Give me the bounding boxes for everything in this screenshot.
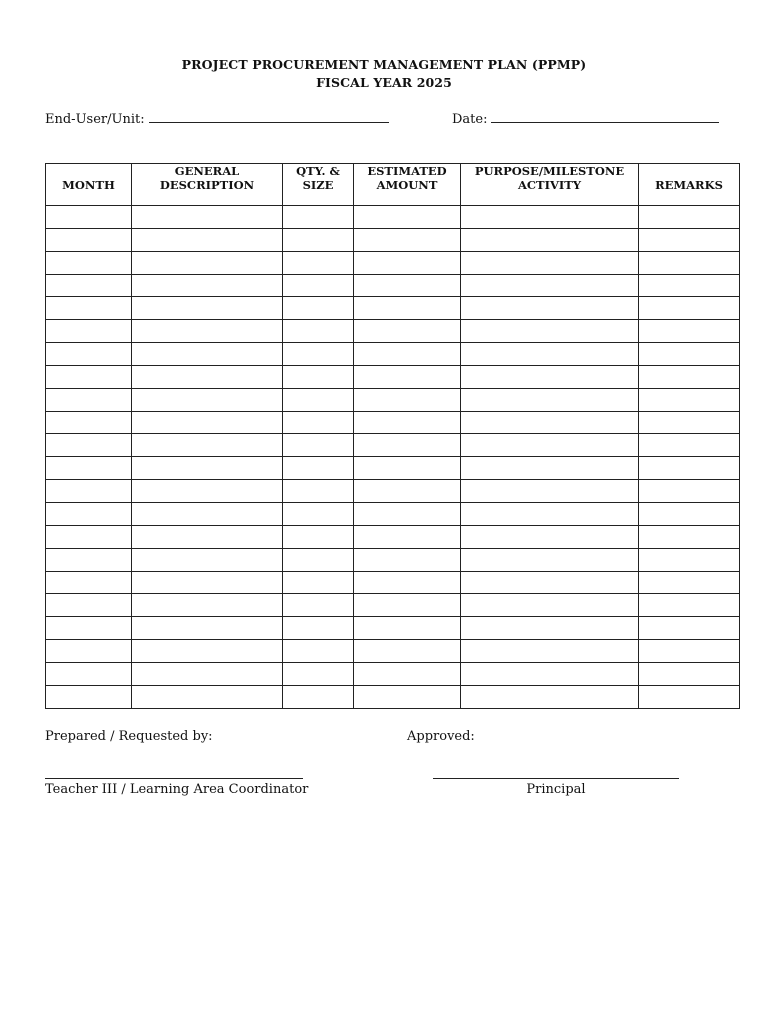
approved-label: Approved: — [407, 729, 475, 744]
table-cell[interactable] — [639, 480, 740, 503]
column-header-qty-size: QTY. & SIZE — [283, 164, 354, 206]
table-cell[interactable] — [283, 480, 354, 503]
table-cell[interactable] — [639, 411, 740, 434]
table-cell[interactable] — [354, 594, 461, 617]
table-cell[interactable] — [132, 594, 283, 617]
table-cell[interactable] — [354, 525, 461, 548]
table-cell[interactable] — [46, 411, 132, 434]
table-cell[interactable] — [354, 228, 461, 251]
table-body — [46, 206, 740, 709]
table-cell[interactable] — [46, 365, 132, 388]
table-cell[interactable] — [639, 320, 740, 343]
table-cell[interactable] — [461, 525, 639, 548]
table-cell[interactable] — [283, 502, 354, 525]
table-cell[interactable] — [46, 571, 132, 594]
table-cell[interactable] — [283, 548, 354, 571]
table-row — [46, 411, 740, 434]
table-cell[interactable] — [639, 662, 740, 685]
table-cell[interactable] — [283, 274, 354, 297]
table-cell[interactable] — [354, 662, 461, 685]
table-cell[interactable] — [46, 388, 132, 411]
column-header-estimated-amount: ESTIMATED AMOUNT — [354, 164, 461, 206]
table-cell[interactable] — [639, 388, 740, 411]
end-user-label: End-User/Unit: — [45, 112, 145, 127]
table-cell[interactable] — [283, 617, 354, 640]
table-row — [46, 548, 740, 571]
table-row — [46, 434, 740, 457]
table-row — [46, 594, 740, 617]
prepared-by-label: Prepared / Requested by: — [45, 729, 213, 744]
table-cell[interactable] — [132, 434, 283, 457]
table-cell[interactable] — [283, 411, 354, 434]
table-cell[interactable] — [283, 685, 354, 708]
document-subtitle: FISCAL YEAR 2025 — [316, 75, 452, 90]
table-cell[interactable] — [132, 502, 283, 525]
table-row — [46, 251, 740, 274]
table-cell[interactable] — [283, 343, 354, 366]
table-row — [46, 480, 740, 503]
table-cell[interactable] — [639, 571, 740, 594]
table-row — [46, 457, 740, 480]
date-label: Date: — [452, 112, 488, 127]
table-cell[interactable] — [283, 251, 354, 274]
table-cell[interactable] — [46, 320, 132, 343]
table-cell[interactable] — [132, 617, 283, 640]
table-cell[interactable] — [46, 594, 132, 617]
table-row — [46, 502, 740, 525]
table-row — [46, 525, 740, 548]
table-cell[interactable] — [461, 480, 639, 503]
table-cell[interactable] — [354, 365, 461, 388]
table-row — [46, 320, 740, 343]
table-cell[interactable] — [283, 594, 354, 617]
table-cell[interactable] — [283, 640, 354, 663]
table-cell[interactable] — [461, 617, 639, 640]
table-row — [46, 685, 740, 708]
table-row — [46, 640, 740, 663]
table-cell[interactable] — [283, 320, 354, 343]
document-title: PROJECT PROCUREMENT MANAGEMENT PLAN (PPMP) — [181, 57, 587, 72]
table-row — [46, 206, 740, 229]
table-cell[interactable] — [132, 320, 283, 343]
end-user-blank-line[interactable] — [149, 110, 389, 123]
table-cell[interactable] — [46, 343, 132, 366]
table-cell[interactable] — [461, 320, 639, 343]
table-cell[interactable] — [46, 297, 132, 320]
table-cell[interactable] — [639, 206, 740, 229]
table-cell[interactable] — [132, 640, 283, 663]
table-cell[interactable] — [461, 640, 639, 663]
table-cell[interactable] — [461, 662, 639, 685]
table-row — [46, 297, 740, 320]
table-cell[interactable] — [46, 457, 132, 480]
table-cell[interactable] — [283, 662, 354, 685]
prepared-signature-line[interactable] — [45, 778, 303, 779]
table-cell[interactable] — [461, 411, 639, 434]
approved-role: Principal — [526, 782, 586, 797]
table-cell[interactable] — [461, 434, 639, 457]
table-cell[interactable] — [639, 297, 740, 320]
table-cell[interactable] — [461, 571, 639, 594]
table-cell[interactable] — [132, 457, 283, 480]
table-cell[interactable] — [461, 685, 639, 708]
table-cell[interactable] — [354, 388, 461, 411]
table-cell[interactable] — [354, 685, 461, 708]
table-cell[interactable] — [639, 594, 740, 617]
table-cell[interactable] — [461, 297, 639, 320]
table-cell[interactable] — [132, 251, 283, 274]
table-cell[interactable] — [46, 640, 132, 663]
table-cell[interactable] — [354, 274, 461, 297]
table-cell[interactable] — [283, 365, 354, 388]
table-cell[interactable] — [46, 274, 132, 297]
table-cell[interactable] — [354, 411, 461, 434]
table-cell[interactable] — [46, 206, 132, 229]
table-row — [46, 571, 740, 594]
table-cell[interactable] — [461, 594, 639, 617]
table-cell[interactable] — [354, 297, 461, 320]
table-cell[interactable] — [46, 251, 132, 274]
table-cell[interactable] — [283, 457, 354, 480]
approved-signature-line[interactable] — [433, 778, 679, 779]
table-cell[interactable] — [46, 685, 132, 708]
table-cell[interactable] — [46, 228, 132, 251]
table-row — [46, 662, 740, 685]
table-cell[interactable] — [46, 502, 132, 525]
table-cell[interactable] — [46, 617, 132, 640]
table-row — [46, 343, 740, 366]
table-cell[interactable] — [639, 685, 740, 708]
table-cell[interactable] — [132, 228, 283, 251]
table-cell[interactable] — [639, 525, 740, 548]
table-cell[interactable] — [639, 502, 740, 525]
table-cell[interactable] — [354, 640, 461, 663]
column-header-month: MONTH — [46, 164, 132, 206]
table-cell[interactable] — [283, 297, 354, 320]
table-cell[interactable] — [639, 274, 740, 297]
table-cell[interactable] — [461, 365, 639, 388]
date-blank-line[interactable] — [491, 110, 719, 123]
table-cell[interactable] — [132, 206, 283, 229]
table-cell[interactable] — [354, 571, 461, 594]
table-cell[interactable] — [283, 434, 354, 457]
ppmp-table — [45, 163, 740, 709]
table-cell[interactable] — [132, 571, 283, 594]
table-cell[interactable] — [46, 525, 132, 548]
table-cell[interactable] — [639, 343, 740, 366]
table-cell[interactable] — [639, 365, 740, 388]
date-field — [452, 110, 719, 127]
table-cell[interactable] — [461, 548, 639, 571]
table-cell[interactable] — [354, 480, 461, 503]
table-cell[interactable] — [639, 228, 740, 251]
table-cell[interactable] — [639, 251, 740, 274]
table-cell[interactable] — [354, 206, 461, 229]
table-cell[interactable] — [461, 388, 639, 411]
table-cell[interactable] — [283, 388, 354, 411]
table-row — [46, 274, 740, 297]
table-cell[interactable] — [132, 685, 283, 708]
table-cell[interactable] — [461, 274, 639, 297]
table-cell[interactable] — [132, 297, 283, 320]
table-cell[interactable] — [639, 434, 740, 457]
prepared-role: Teacher III / Learning Area Coordinator — [45, 782, 309, 797]
end-user-field — [45, 110, 389, 127]
table-cell[interactable] — [354, 457, 461, 480]
table-cell[interactable] — [354, 502, 461, 525]
table-row — [46, 228, 740, 251]
table-cell[interactable] — [132, 343, 283, 366]
table-cell[interactable] — [461, 206, 639, 229]
table-row — [46, 365, 740, 388]
table-cell[interactable] — [283, 228, 354, 251]
table-cell[interactable] — [461, 457, 639, 480]
table-cell[interactable] — [461, 251, 639, 274]
table-cell[interactable] — [639, 457, 740, 480]
table-cell[interactable] — [46, 548, 132, 571]
table-cell[interactable] — [461, 228, 639, 251]
table-cell[interactable] — [354, 548, 461, 571]
table-cell[interactable] — [132, 411, 283, 434]
table-cell[interactable] — [132, 480, 283, 503]
table-cell[interactable] — [283, 206, 354, 229]
table-cell[interactable] — [354, 343, 461, 366]
table-cell[interactable] — [354, 320, 461, 343]
table-cell[interactable] — [46, 662, 132, 685]
table-cell[interactable] — [354, 251, 461, 274]
table-cell[interactable] — [132, 365, 283, 388]
table-cell[interactable] — [461, 502, 639, 525]
table-row — [46, 617, 740, 640]
table-cell[interactable] — [354, 434, 461, 457]
column-header-general-description: GENERAL DESCRIPTION — [132, 164, 283, 206]
column-header-remarks: REMARKS — [639, 164, 740, 206]
table-cell[interactable] — [132, 274, 283, 297]
table-cell[interactable] — [132, 548, 283, 571]
table-cell[interactable] — [46, 434, 132, 457]
table-cell[interactable] — [46, 480, 132, 503]
table-cell[interactable] — [283, 571, 354, 594]
table-cell[interactable] — [132, 388, 283, 411]
table-row — [46, 388, 740, 411]
table-header-row — [46, 164, 740, 206]
table-cell[interactable] — [132, 525, 283, 548]
table-cell[interactable] — [639, 617, 740, 640]
table-cell[interactable] — [354, 617, 461, 640]
table-cell[interactable] — [639, 548, 740, 571]
column-header-purpose-milestone: PURPOSE/MILESTONE ACTIVITY — [461, 164, 639, 206]
table-cell[interactable] — [132, 662, 283, 685]
table-cell[interactable] — [639, 640, 740, 663]
table-cell[interactable] — [461, 343, 639, 366]
table-cell[interactable] — [283, 525, 354, 548]
